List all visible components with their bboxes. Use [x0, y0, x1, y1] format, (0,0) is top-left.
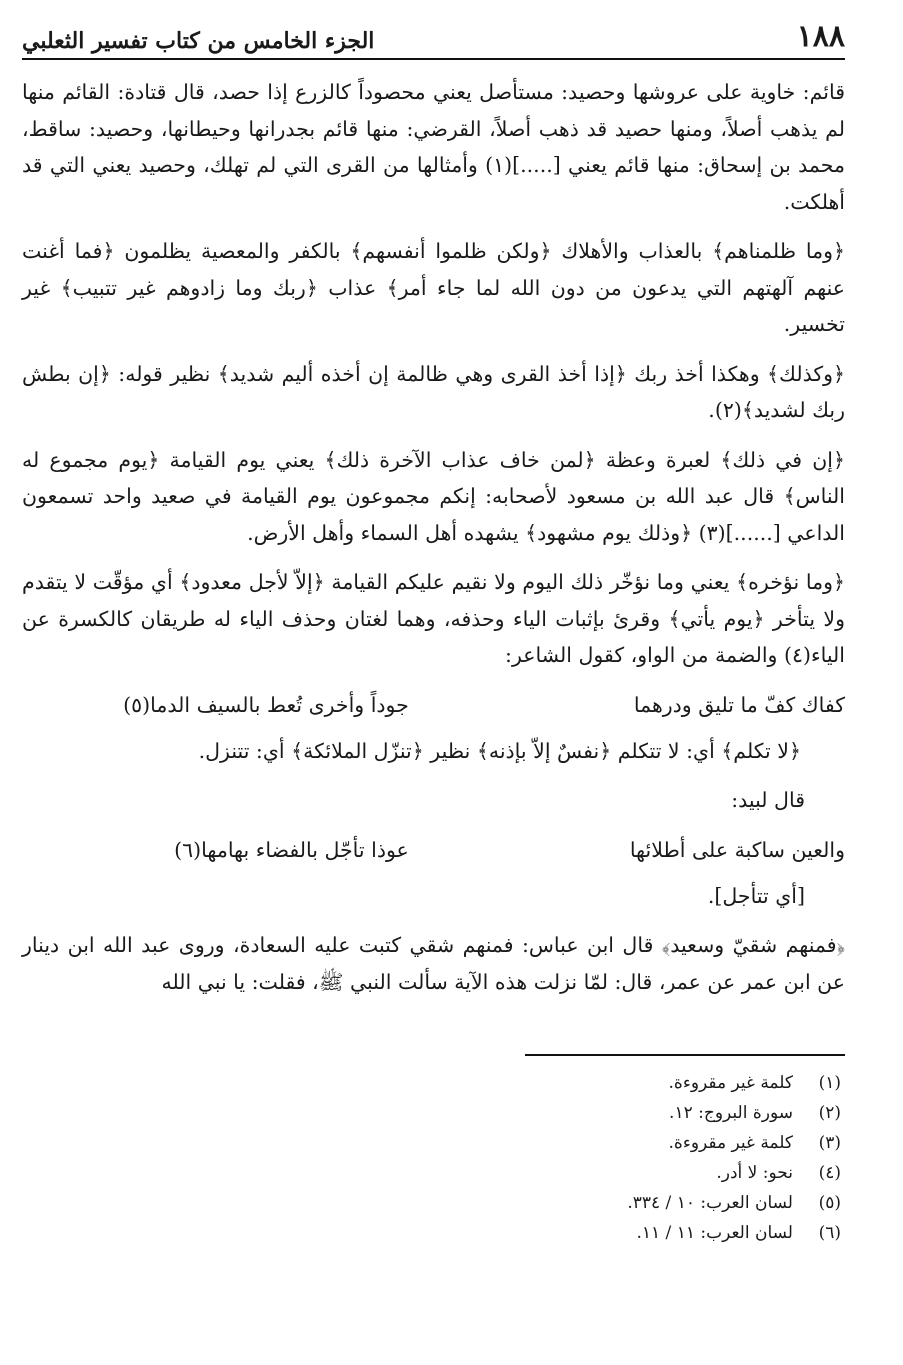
footnote-number: (٣) — [818, 1133, 841, 1153]
footnote-number: (٦) — [818, 1223, 841, 1243]
footnote-number: (٤) — [818, 1163, 841, 1183]
footnote-text: سورة البروج: ١٢. — [669, 1103, 793, 1123]
page-body — [22, 74, 845, 1000]
footnote — [22, 1158, 841, 1188]
poetry-verse — [22, 832, 845, 868]
paragraph: ﴿لا تكلم﴾ أي: لا تتكلم ﴿نفسٌ إلاّ بإذنه﴾ نظير ﴿تنزّل الملائكة﴾ أي: تتنزل. — [198, 738, 801, 763]
footnote-text: لسان العرب: ١١ / ١١. — [636, 1223, 793, 1243]
page-header — [22, 14, 845, 60]
verse-first-hemistich: والعين ساكبة على أطلائها — [629, 837, 845, 862]
editor-note: [أي تتأجل]. — [707, 883, 805, 908]
footnote-text: كلمة غير مقروءة. — [668, 1073, 793, 1093]
footnote — [22, 1098, 841, 1128]
footnote-separator — [525, 1054, 845, 1056]
poet-attribution: قال لبيد: — [731, 788, 805, 812]
footnote-number: (١) — [818, 1073, 841, 1093]
footnote — [22, 1128, 841, 1158]
footnote-text: نحو: لا أدر. — [716, 1163, 793, 1183]
paragraph: ﴿وما ظلمناهم﴾ بالعذاب والأهلاك ﴿ولكن ظلموا أنفسهم﴾ بالكفر والمعصية يظلمون ﴿فما أغنت عنهم آلهتهم التي يدعون من دون الله لما جاء أمر﴾ عذاب ﴿ربك وما زادوهم غير تتبيب﴾ غير تخسير. — [22, 239, 845, 336]
footnotes — [22, 1068, 845, 1248]
paragraph: ﴿وكذلك﴾ وهكذا أخذ ربك ﴿إذا أخذ القرى وهي ظالمة إن أخذه أليم شديد﴾ نظير قوله: ﴿إن بطش ربك لشديد﴾(٢). — [22, 361, 845, 422]
footnote-text: لسان العرب: ١٠ / ٣٣٤. — [627, 1193, 793, 1213]
footnote — [22, 1218, 841, 1248]
poetry-verse — [22, 687, 845, 723]
running-title: الجزء الخامس من كتاب تفسير الثعلبي — [22, 28, 375, 54]
footnote-number: (٢) — [818, 1103, 841, 1123]
verse-first-hemistich: كفاك كفّ ما تليق ودرهما — [633, 692, 845, 717]
footnote — [22, 1188, 841, 1218]
footnote-text: كلمة غير مقروءة. — [668, 1133, 793, 1153]
verse-second-hemistich: عوذا تأجّل بالفضاء بهامها(٦) — [174, 837, 409, 862]
paragraph: ﴿وما نؤخره﴾ يعني وما نؤخّر ذلك اليوم ولا نقيم عليكم القيامة ﴿إلاّ لأجل معدود﴾ أي مؤقّت لا يتقدم ولا يتأخر ﴿يوم يأتي﴾ وقرئ بإثبات الياء وحذفه، وهما لغتان وحذف الياء له طريقان كالكسرة عن الياء(٤) والضمة من الواو، كقول الشاعر: — [22, 570, 845, 667]
footnote-number: (٥) — [818, 1193, 841, 1213]
paragraph: ﴿فمنهم شقيّ وسعيد﴾ قال ابن عباس: فمنهم شقي كتبت عليه السعادة، وروى عبد الله ابن دينار عن ابن عمر عن عمر، قال: لمّا نزلت هذه الآية سألت النبي ﷺ، فقلت: يا نبي الله — [22, 933, 845, 994]
paragraph: قائم: خاوية على عروشها وحصيد: مستأصل يعني محصوداً كالزرع إذا حصد، قال قتادة: القائم منها لم يذهب أصلاً، ومنها حصيد قد ذهب أصلاً، القرضي: منها قائم بجدرانها وحيطانها، وحصيد: ساقط، محمد بن إسحاق: منها قائم يعني [.....](١) وأمثالها من القرى التي لم تهلك، وحصيد يعني التي قد أهلكت. — [22, 80, 845, 214]
page-number: ١٨٨ — [796, 19, 845, 54]
verse-second-hemistich: جوداً وأخرى تُعط بالسيف الدما(٥) — [123, 692, 409, 717]
footnote — [22, 1068, 841, 1098]
paragraph: ﴿إن في ذلك﴾ لعبرة وعظة ﴿لمن خاف عذاب الآخرة ذلك﴾ يعني يوم القيامة ﴿يوم مجموع له الناس﴾ قال عبد الله بن مسعود لأصحابه: إنكم مجموعون يوم القيامة في صعيد واحد تسمعون الداعي [......](٣) ﴿وذلك يوم مشهود﴾ يشهده أهل السماء وأهل الأرض. — [22, 447, 845, 545]
